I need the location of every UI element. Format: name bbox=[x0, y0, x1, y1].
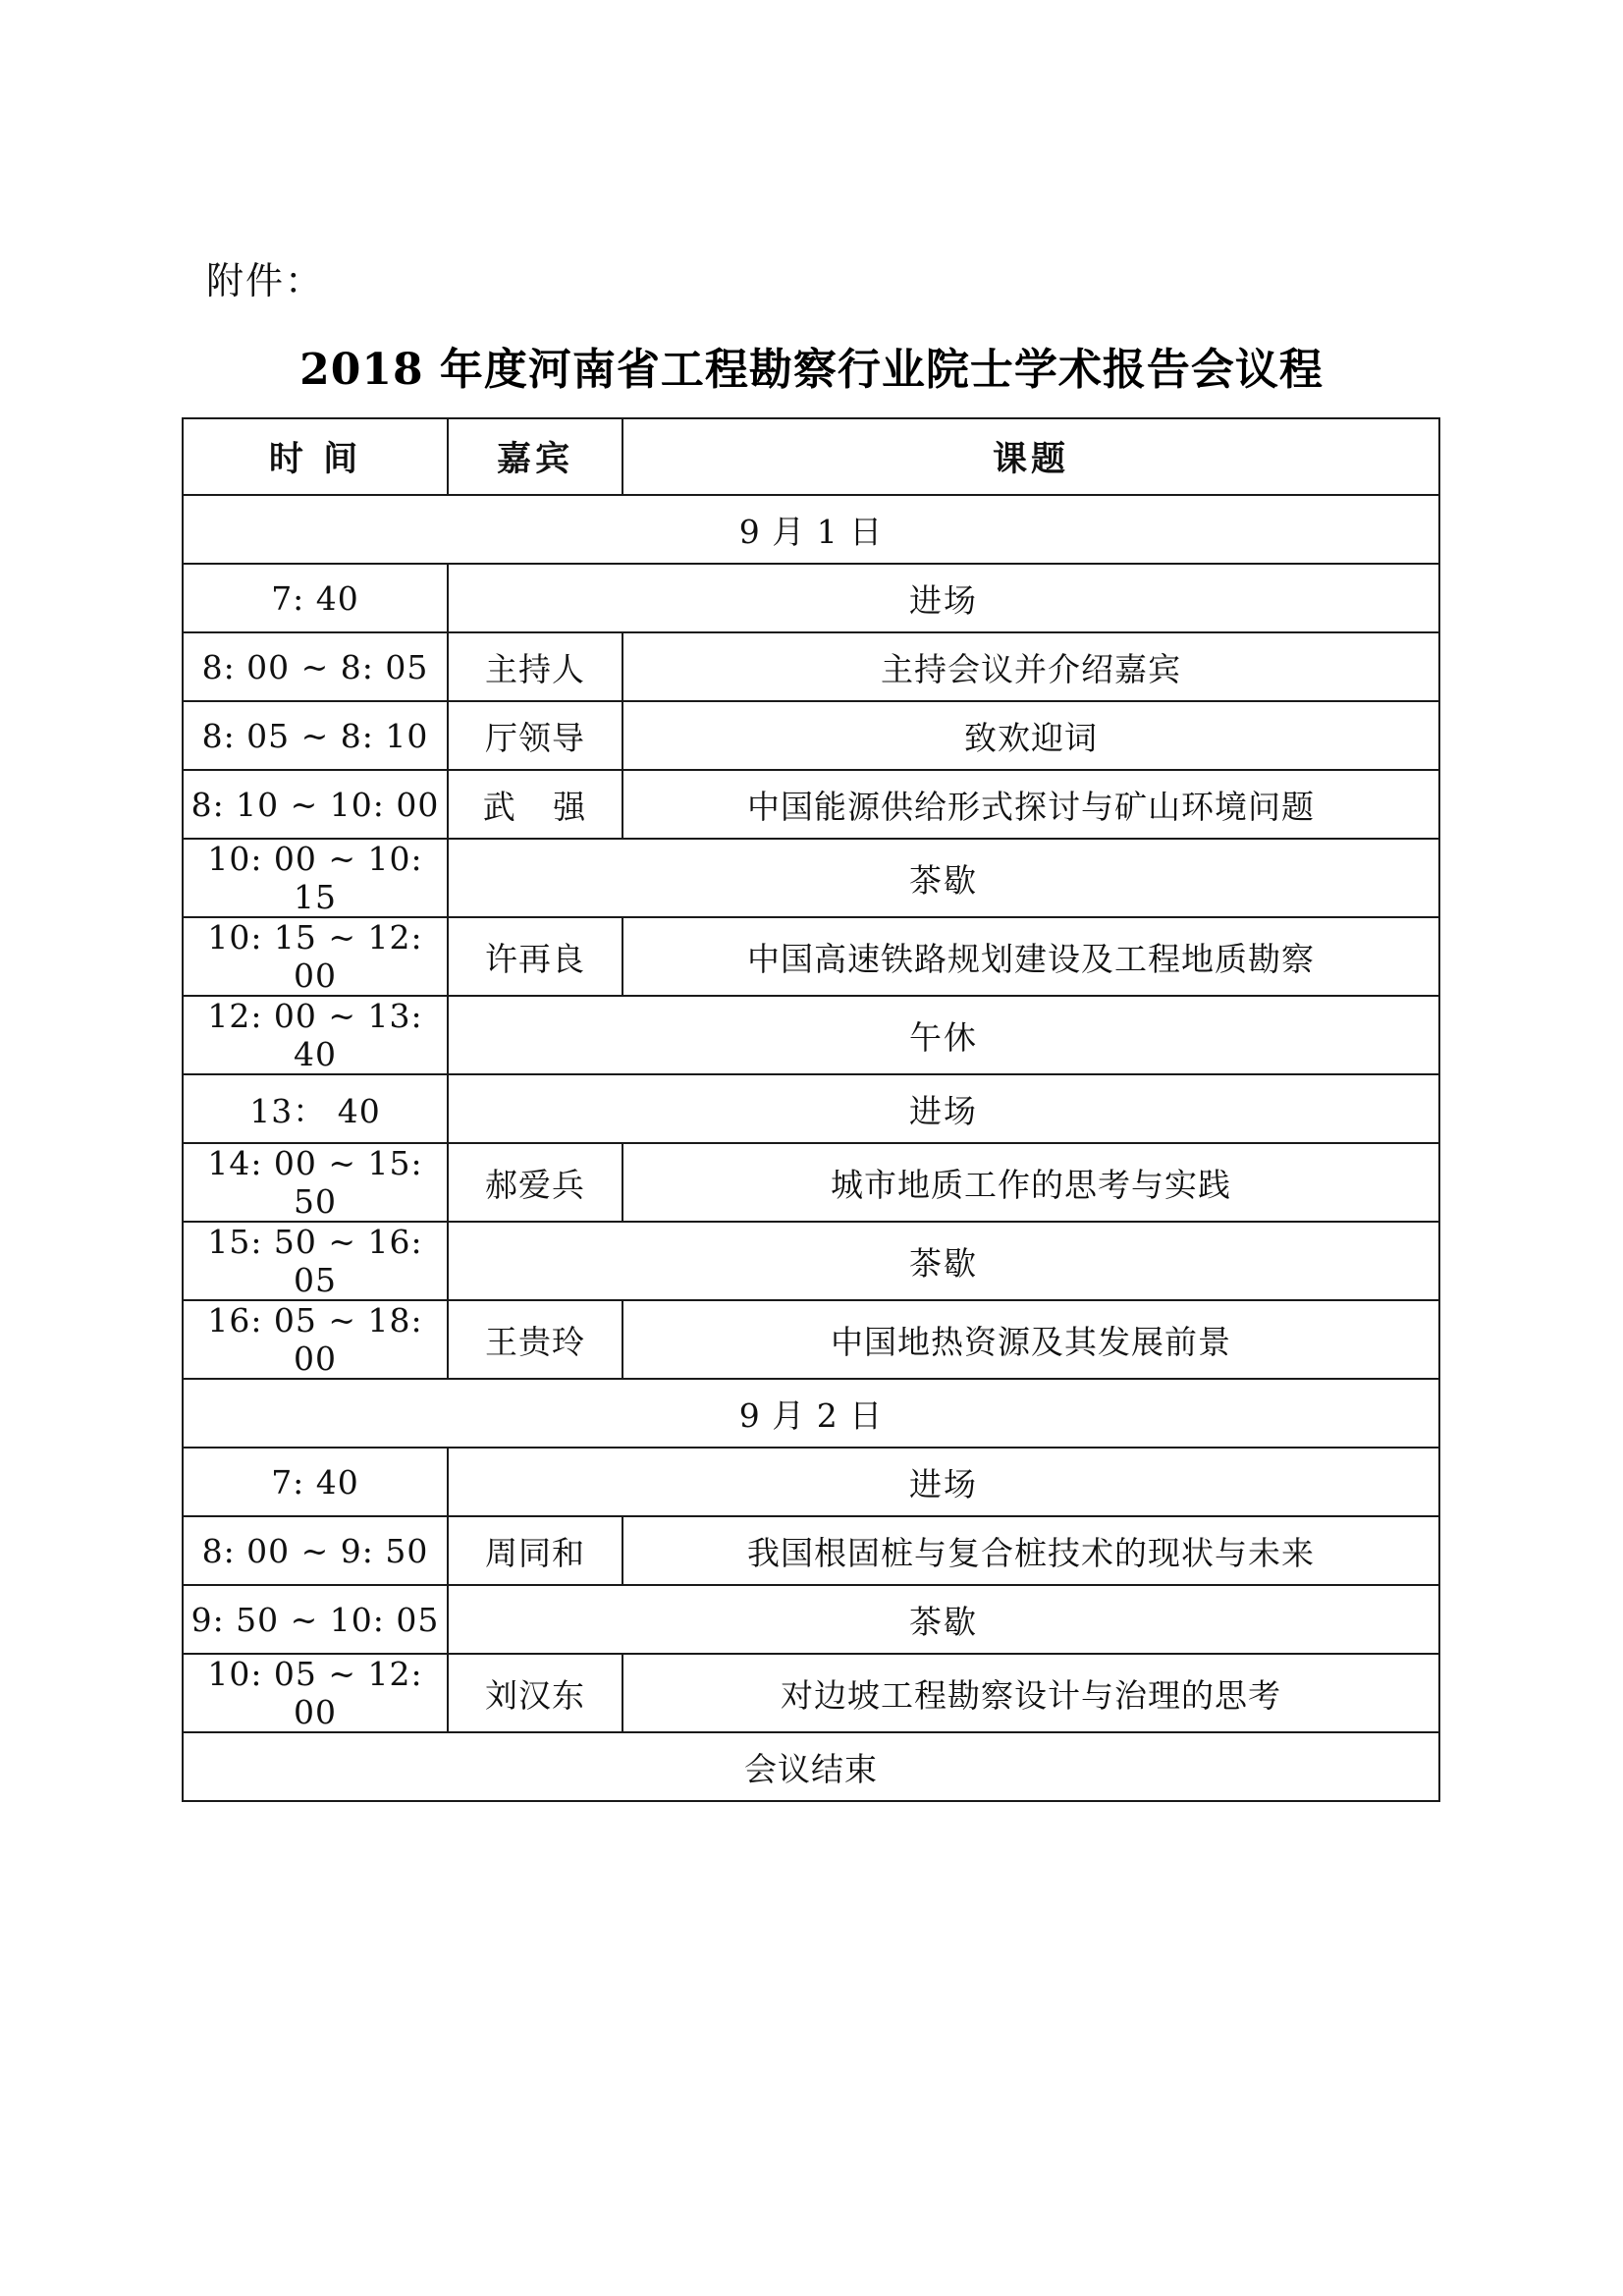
cell-guest: 主持人 bbox=[448, 632, 622, 701]
table-row bbox=[183, 1516, 1439, 1585]
cell-topic: 茶歇 bbox=[448, 1585, 1439, 1654]
cell-topic: 致欢迎词 bbox=[622, 701, 1439, 770]
table-row bbox=[183, 1074, 1439, 1143]
cell-guest: 许再良 bbox=[448, 917, 622, 996]
column-header-guest: 嘉宾 bbox=[448, 418, 622, 495]
cell-time: 10: 05 ~ 12: 00 bbox=[183, 1654, 448, 1732]
table-row-day-separator bbox=[183, 1379, 1439, 1448]
cell-time: 7: 40 bbox=[183, 1448, 448, 1516]
cell-topic: 午休 bbox=[448, 996, 1439, 1074]
cell-topic: 主持会议并介绍嘉宾 bbox=[622, 632, 1439, 701]
table-row bbox=[183, 996, 1439, 1074]
day-label: 9 月 2 日 bbox=[183, 1379, 1439, 1448]
cell-time: 10: 00 ~ 10: 15 bbox=[183, 839, 448, 917]
cell-time: 9: 50 ~ 10: 05 bbox=[183, 1585, 448, 1654]
cell-topic: 中国能源供给形式探讨与矿山环境问题 bbox=[622, 770, 1439, 839]
cell-topic: 茶歇 bbox=[448, 1222, 1439, 1300]
cell-time: 8: 00 ~ 9: 50 bbox=[183, 1516, 448, 1585]
table-row bbox=[183, 1143, 1439, 1222]
end-label: 会议结束 bbox=[183, 1732, 1439, 1801]
cell-topic: 对边坡工程勘察设计与治理的思考 bbox=[622, 1654, 1439, 1732]
cell-time: 13： 40 bbox=[183, 1074, 448, 1143]
table-row bbox=[183, 1448, 1439, 1516]
table-row bbox=[183, 839, 1439, 917]
cell-guest: 周同和 bbox=[448, 1516, 622, 1585]
cell-topic: 我国根固桩与复合桩技术的现状与未来 bbox=[622, 1516, 1439, 1585]
table-row-end bbox=[183, 1732, 1439, 1801]
table-row bbox=[183, 701, 1439, 770]
cell-guest: 王贵玲 bbox=[448, 1300, 622, 1379]
column-header-topic: 课题 bbox=[622, 418, 1439, 495]
cell-time: 8: 05 ~ 8: 10 bbox=[183, 701, 448, 770]
cell-time: 10: 15 ~ 12: 00 bbox=[183, 917, 448, 996]
cell-topic: 进场 bbox=[448, 1074, 1439, 1143]
column-header-time: 时 间 bbox=[183, 418, 448, 495]
agenda-table bbox=[182, 417, 1440, 1802]
table-row bbox=[183, 1654, 1439, 1732]
cell-guest: 刘汉东 bbox=[448, 1654, 622, 1732]
day-label: 9 月 1 日 bbox=[183, 495, 1439, 564]
table-row bbox=[183, 917, 1439, 996]
cell-topic: 城市地质工作的思考与实践 bbox=[622, 1143, 1439, 1222]
attachment-label: 附件： bbox=[206, 259, 325, 302]
cell-time: 8: 00 ~ 8: 05 bbox=[183, 632, 448, 701]
cell-time: 15: 50 ~ 16: 05 bbox=[183, 1222, 448, 1300]
table-row bbox=[183, 1300, 1439, 1379]
table-row bbox=[183, 770, 1439, 839]
cell-time: 8: 10 ~ 10: 00 bbox=[183, 770, 448, 839]
cell-topic: 进场 bbox=[448, 564, 1439, 632]
cell-topic: 中国高速铁路规划建设及工程地质勘察 bbox=[622, 917, 1439, 996]
page-title: 2018 年度河南省工程勘察行业院士学术报告会议程 bbox=[299, 345, 1324, 395]
cell-topic: 进场 bbox=[448, 1448, 1439, 1516]
cell-guest: 郝爱兵 bbox=[448, 1143, 622, 1222]
cell-topic: 中国地热资源及其发展前景 bbox=[622, 1300, 1439, 1379]
cell-time: 16: 05 ~ 18: 00 bbox=[183, 1300, 448, 1379]
table-row bbox=[183, 564, 1439, 632]
table-row bbox=[183, 1222, 1439, 1300]
cell-time: 12: 00 ~ 13: 40 bbox=[183, 996, 448, 1074]
cell-guest: 武 强 bbox=[448, 770, 622, 839]
table-header-row bbox=[183, 418, 1439, 495]
table-row bbox=[183, 1585, 1439, 1654]
cell-topic: 茶歇 bbox=[448, 839, 1439, 917]
table-row bbox=[183, 632, 1439, 701]
cell-time: 7: 40 bbox=[183, 564, 448, 632]
table-row-day-separator bbox=[183, 495, 1439, 564]
cell-time: 14: 00 ~ 15: 50 bbox=[183, 1143, 448, 1222]
cell-guest: 厅领导 bbox=[448, 701, 622, 770]
